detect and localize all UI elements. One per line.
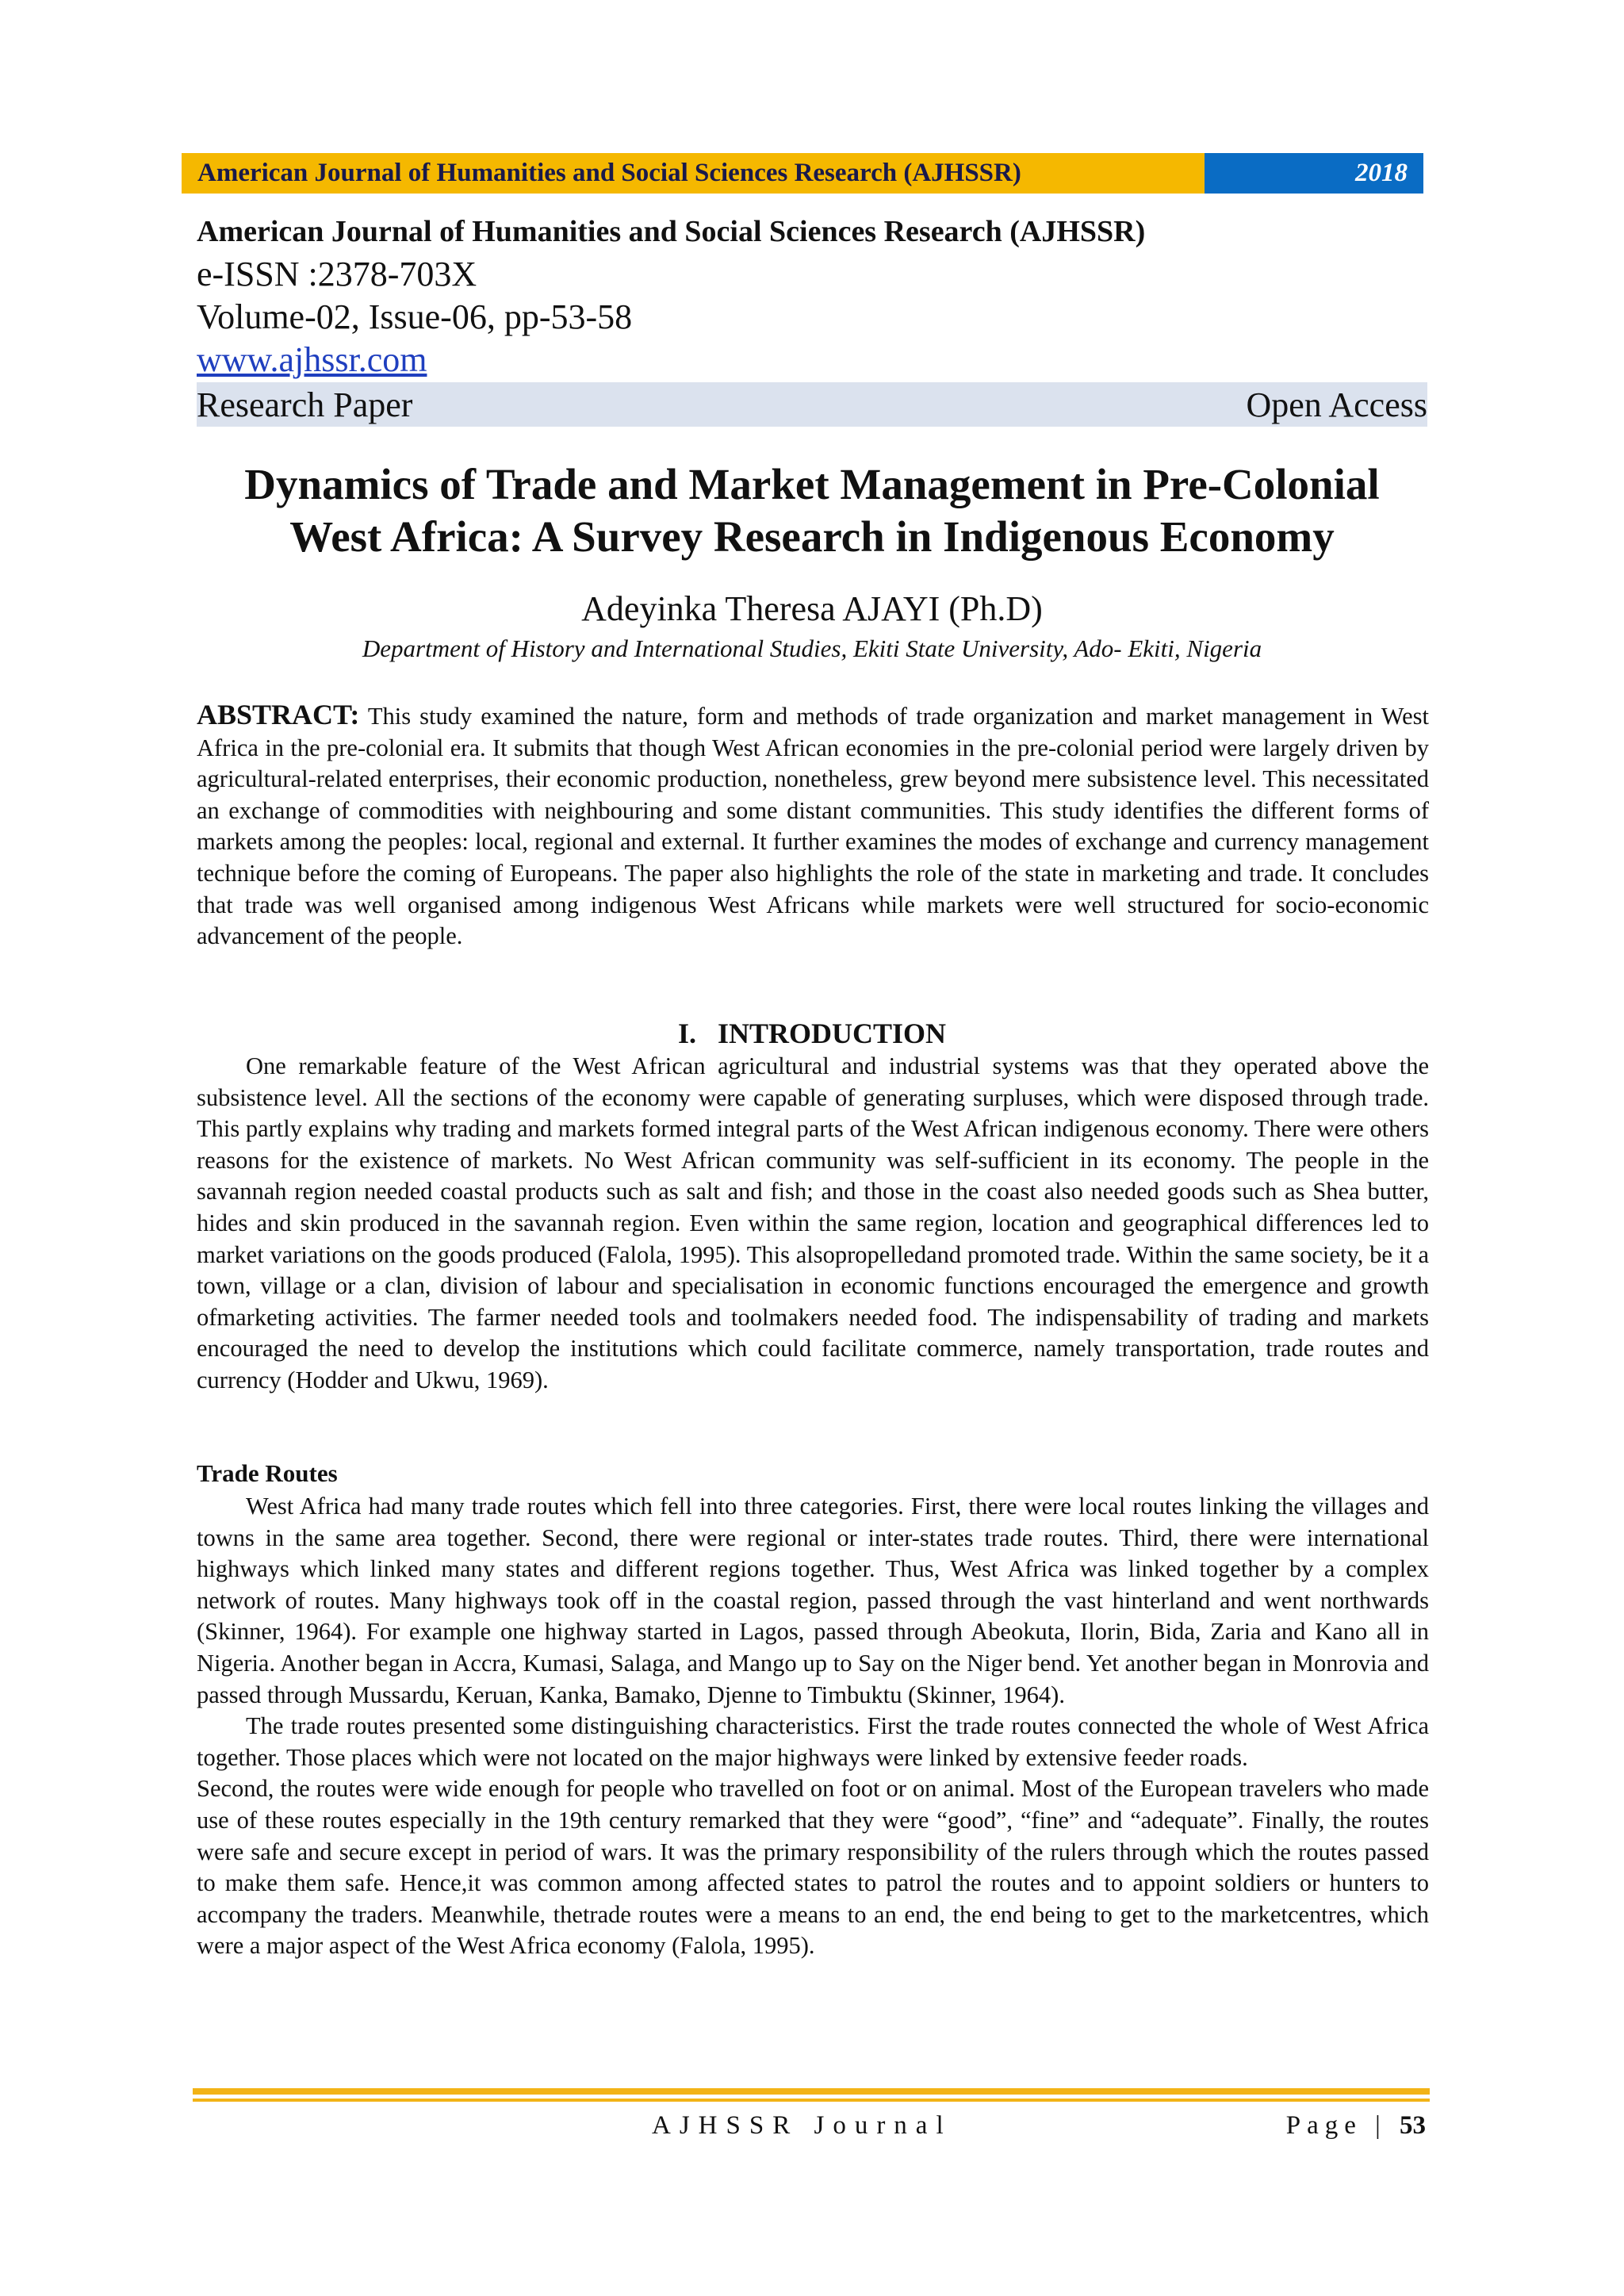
- trade-routes-body: [197, 1491, 1429, 1962]
- paper-type-band: [197, 382, 1427, 427]
- author-affiliation: Department of History and International Studies, Ekiti State University, Ado- Ekiti, Nigeria: [362, 634, 1262, 662]
- footer-journal: AJHSSR Journal: [652, 2111, 952, 2140]
- journal-url-link[interactable]: www.ajhssr.com: [197, 340, 427, 379]
- introduction-body: [197, 1051, 1429, 1397]
- introduction-paragraph: One remarkable feature of the West African agricultural and industrial systems was that they operated above the subsistence level. All the sections of the economy were capable of generating surpluses, which were disposed through trade. This partly explains why trading and markets formed integral parts of the West African indigenous economy. There were others reasons for the existence of markets. No West African community was self-sufficient in its economy. The people in the savannah region needed coastal products such as salt and fish; and those in the coast also needed goods such as Shea butter, hides and skin produced in the savannah region. Even within the same region, location and geographical differences led to market variations on the goods produced (Falola, 1995). This alsopropelledand promoted trade. Within the same society, be it a town, village or a clan, division of labour and specialisation in economic functions encouraged the emergence and growth ofmarketing activities. The farmer needed tools and toolmakers needed food. The indispensability of trading and markets encouraged the need to develop the institutions which could facilitate commerce, namely transportation, trade routes and currency (Hodder and Ukwu, 1969).: [197, 1052, 1429, 1393]
- footer-rule-thin: [193, 2099, 1430, 2102]
- footer-page: [1286, 2111, 1426, 2141]
- paper-title-line-1: Dynamics of Trade and Market Management in Pre-Colonial: [244, 460, 1380, 508]
- trade-routes-paragraph-1: West Africa had many trade routes which fell into three categories. First, there were local routes linking the villages and towns in the same area together. Second, there were regional or inter-states trade routes. Third, there were international highways which linked many states and different regions together. Thus, West Africa was linked together by a complex network of routes. Many highways took off in the coastal region, passed through the vast hinterland and went northwards (Skinner, 1964). For example one highway started in Lagos, passed through Abeokuta, Ilorin, Bida, Zaria and Kano all in Nigeria. Another began in Accra, Kumasi, Salaga, and Mango up to Say on the Niger bend. Yet another began in Monrovia and passed through Mussardu, Keruan, Kanka, Bamako, Djenne to Timbuktu (Skinner, 1964).: [197, 1493, 1429, 1708]
- trade-routes-paragraph-3: Second, the routes were wide enough for people who travelled on foot or on animal. Most of the European travelers who made use of these routes especially in the 19th century remarked that they were “good”, “fine” and “adequate”. Finally, the routes were safe and secure except in period of wars. It was the primary responsibility of the rulers through which the routes passed to make them safe. Hence,it was common among affected states to patrol the routes and to appoint soldiers or hunters to accompany the traders. Meanwhile, thetrade routes were a means to an end, the end being to get to the marketcentres, which were a major aspect of the West Africa economy (Falola, 1995).: [197, 1775, 1429, 1960]
- access-type: Open Access: [1246, 385, 1427, 424]
- journal-name: American Journal of Humanities and Social Sciences Research (AJHSSR): [197, 215, 1146, 248]
- author-name: Adeyinka Theresa AJAYI (Ph.D): [581, 589, 1043, 628]
- running-header-year: 2018: [1205, 153, 1423, 194]
- abstract-label: ABSTRACT:: [197, 699, 360, 730]
- footer-page-label: Page |: [1285, 2111, 1387, 2140]
- running-header-journal: American Journal of Humanities and Social Sciences Research (AJHSSR): [182, 153, 1205, 194]
- trade-routes-paragraph-2: The trade routes presented some distinguishing characteristics. First the trade routes connected the whole of West Africa together. Those places which were not located on the major highways were linked by extensive feeder roads.: [197, 1712, 1429, 1771]
- volume-issue: Volume-02, Issue-06, pp-53-58: [197, 297, 633, 336]
- paper-title: [182, 458, 1442, 563]
- abstract: [197, 700, 1429, 953]
- footer-page-number: 53: [1400, 2111, 1426, 2140]
- issn: e-ISSN :2378-703X: [197, 255, 477, 293]
- running-header: [182, 153, 1423, 194]
- abstract-text: This study examined the nature, form and methods of trade organization and market management in West Africa in the pre-colonial era. It submits that though West African economies in the pre-colonial period were largely driven by agricultural-related enterprises, their economic production, nonetheless, grew beyond mere subsistence level. This necessitated an exchange of commodities with neighbouring and some distant communities. This study identifies the different forms of markets among the peoples: local, regional and external. It further examines the modes of exchange and currency management technique before the coming of Europeans. The paper also highlights the role of the state in marketing and trade. It concludes that trade was well organised among indigenous West Africans while markets were well structured for socio-economic advancement of the people.: [197, 703, 1430, 950]
- section-heading-introduction: I. INTRODUCTION: [677, 1018, 947, 1049]
- subsection-heading-trade-routes: Trade Routes: [197, 1459, 338, 1487]
- paper-title-line-2: West Africa: A Survey Research in Indigenous Economy: [289, 512, 1335, 561]
- footer-rule-thick: [193, 2088, 1430, 2095]
- paper-type: Research Paper: [197, 385, 413, 424]
